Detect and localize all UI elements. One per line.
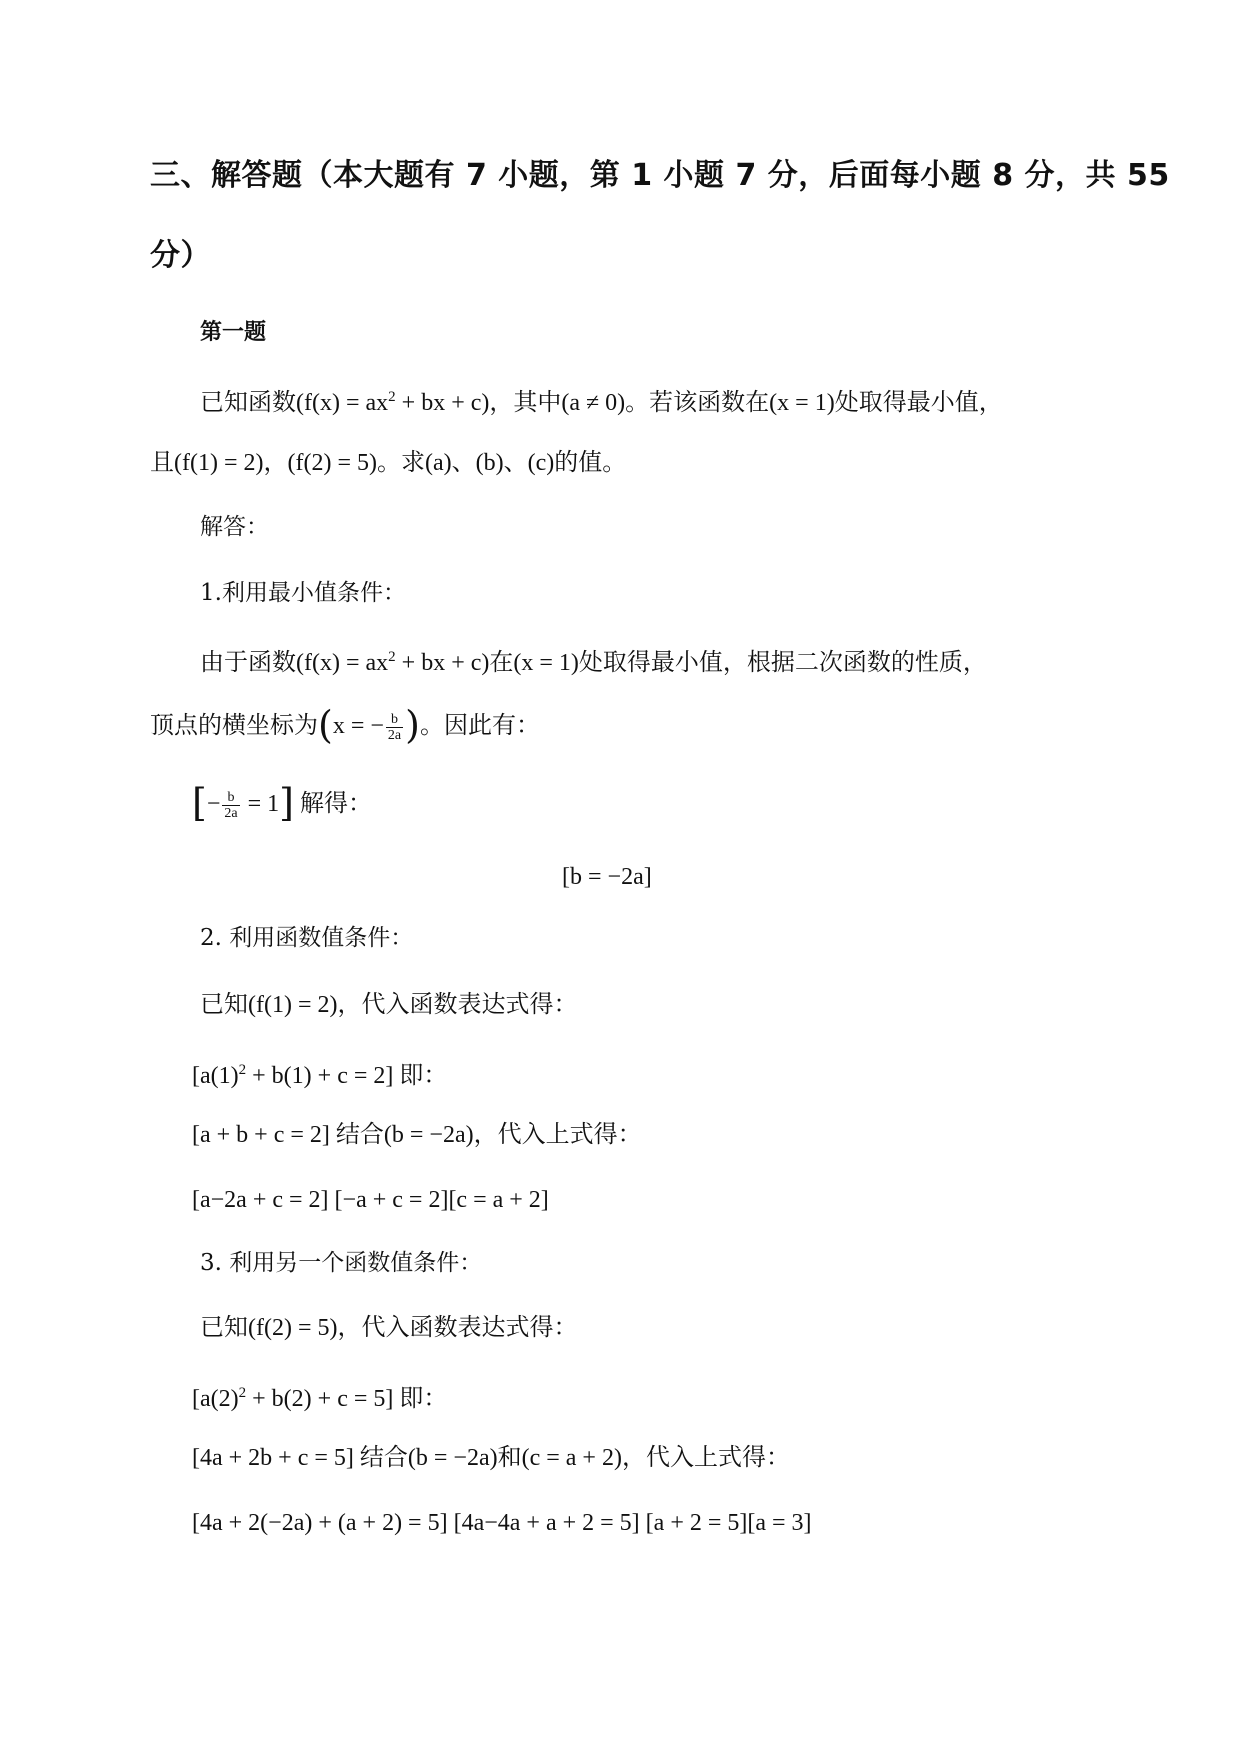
step-2-equation-3: [a−2a + c = 2] [−a + c = 2][c = a + 2] bbox=[192, 1187, 549, 1213]
step-1-result: [b = −2a] bbox=[562, 864, 652, 890]
step-3-title: 3. 利用另一个函数值条件： bbox=[200, 1250, 483, 1276]
step-2-equation-2: [a + b + c = 2] 结合(b = −2a)，代入上式得： bbox=[192, 1122, 642, 1148]
question-line-2: 且(f(1) = 2)，(f(2) = 5)。求(a)、(b)、(c)的值。 bbox=[150, 450, 627, 476]
step-3-equation-2: [4a + 2b + c = 5] 结合(b = −2a)和(c = a + 2)，代入上式得： bbox=[192, 1445, 790, 1471]
section-title-continued: 分） bbox=[150, 238, 211, 273]
step-3-equation-1: $[a(2)^2 + b(2) + c = 5]$ 即： bbox=[192, 1385, 448, 1412]
step-2-title: 2. 利用函数值条件： bbox=[200, 925, 414, 951]
fraction-b-over-2a: $\frac{b}{2a}$ bbox=[387, 711, 402, 743]
step-1-text-1: 由于函数($f(x) = ax^2$ + bx + c)在(x = 1)处取得最小值，根据二次函数的性质， bbox=[200, 649, 987, 676]
step-2-equation-1: $[a(1)^2 + b(1) + c = 2]$ 即： bbox=[192, 1062, 448, 1089]
step-1-equation: [− $\frac{b}{2a}$ = 1] 解得： bbox=[192, 781, 372, 825]
section-title: 三、解答题（本大题有 7 小题，第 1 小题 7 分，后面每小题 8 分，共 55 bbox=[150, 158, 1170, 193]
question-line-1: 已知函数($f(x) = ax^2$ + bx + c)，其中(a ≠ 0)。若该函数在(x = 1)处取得最小值， bbox=[200, 389, 1003, 416]
step-1-title: 1.利用最小值条件： bbox=[200, 580, 406, 606]
right-bracket: ] bbox=[279, 781, 294, 825]
step-1-text-2: 顶点的横坐标为(x = − $\frac{b}{2a}$ )。因此有： bbox=[150, 703, 540, 747]
step-3-given: 已知(f(2) = 5)，代入函数表达式得： bbox=[200, 1315, 578, 1341]
left-paren: ( bbox=[318, 703, 333, 747]
answer-label: 解答： bbox=[200, 514, 269, 540]
question-title: 第一题 bbox=[200, 320, 267, 345]
left-bracket: [ bbox=[192, 781, 207, 825]
step-3-equation-3: [4a + 2(−2a) + (a + 2) = 5] [4a−4a + a + 2 = 5] [a + 2 = 5][a = 3] bbox=[192, 1510, 812, 1536]
step-2-given: 已知(f(1) = 2)，代入函数表达式得： bbox=[200, 992, 578, 1018]
right-paren: ) bbox=[405, 703, 420, 747]
fraction-b-over-2a-eq: $\frac{b}{2a}$ bbox=[224, 789, 238, 821]
